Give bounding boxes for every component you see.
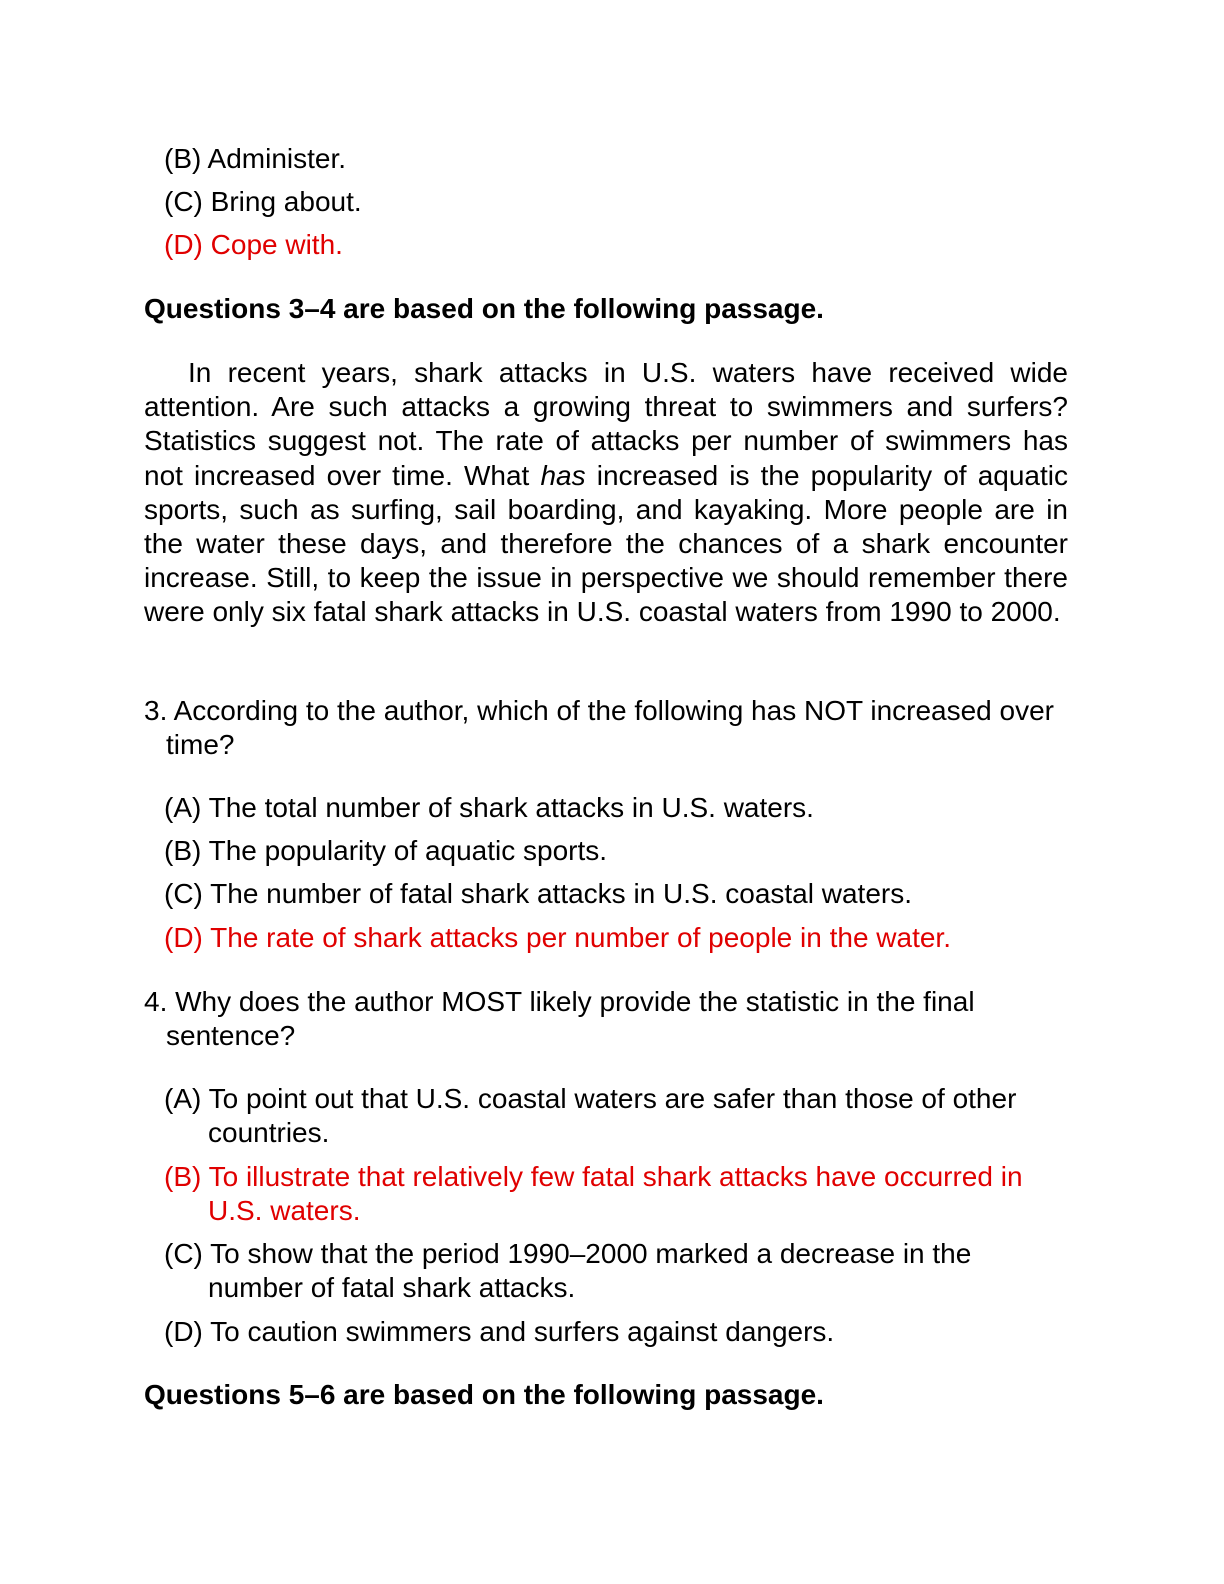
question-4-option-b-correct: (B) To illustrate that relatively few fatal shark attacks have occurred in U.S. waters. [164,1161,1023,1226]
prev-option-c: (C) Bring about. [164,186,362,217]
question-3-option-d-correct: (D) The rate of shark attacks per number of people in the water. [164,922,951,953]
question-4-option-d: (D) To caution swimmers and surfers against dangers. [164,1316,835,1347]
question-4-option-a: (A) To point out that U.S. coastal waters are safer than those of other countries. [164,1083,1017,1148]
question-3-option-b: (B) The popularity of aquatic sports. [164,835,608,866]
prev-option-b: (B) Administer. [164,143,347,174]
question-4-stem: 4. Why does the author MOST likely provide the statistic in the final sentence? [144,986,975,1051]
question-4-option-c: (C) To show that the period 1990–2000 marked a decrease in the number of fatal shark attacks. [164,1238,972,1303]
passage [144,356,1068,630]
question-3-stem: 3. According to the author, which of the following has NOT increased over time? [144,695,1054,760]
passage-text-end: increased is the popularity of aquatic sports, such as surfing, sail boarding, and kayaking. More people are in the water these days, and therefore the chances of a shark encounter increase. Still, to keep the issue in perspective we should remember there were only six fatal shark attacks in U.S. coastal waters from 1990 to 2000. [144,459,1068,628]
passage-emphasis: has [540,459,586,491]
section-heading-5-6: Questions 5–6 are based on the following passage. [144,1379,824,1410]
section-heading-3-4: Questions 3–4 are based on the following passage. [144,293,824,324]
question-3-option-a: (A) The total number of shark attacks in U.S. waters. [164,792,814,823]
passage-text-start: In recent years, shark attacks in U.S. waters have received wide attention. Are such attacks a growing threat to swimmers and surfers? Statistics suggest not. The rate of attacks per number of swimmers has not increased over time. What [144,357,1068,491]
question-3-option-c: (C) The number of fatal shark attacks in U.S. coastal waters. [164,878,913,909]
prev-option-d-correct: (D) Cope with. [164,229,343,260]
